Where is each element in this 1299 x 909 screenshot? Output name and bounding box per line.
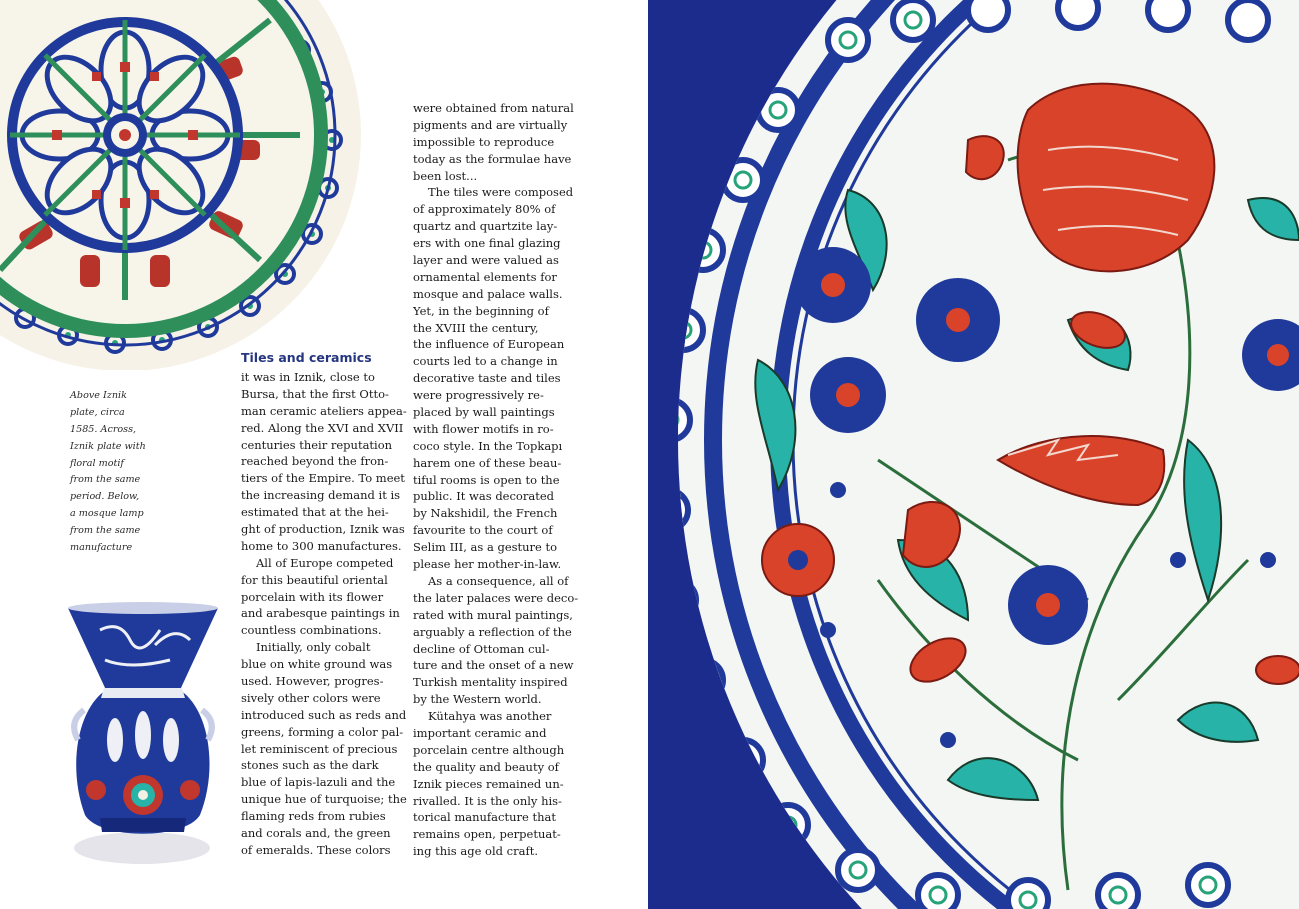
text-line: blue on white ground was <box>241 657 393 672</box>
caption-line: 1585. Across, <box>70 423 137 435</box>
text-line: reached beyond the fron- <box>241 454 389 469</box>
caption-line: manufacture <box>70 542 133 554</box>
caption-line: plate, circa <box>70 406 125 418</box>
caption-line: a mosque lamp <box>70 508 144 520</box>
text-line: the later palaces were deco- <box>413 590 579 605</box>
caption-line: floral motif <box>70 457 124 469</box>
text-line: arguably a reflection of the <box>413 624 572 639</box>
image-caption <box>70 390 156 559</box>
text-line: favourite to the court of <box>413 523 553 538</box>
text-line: Initially, only cobalt <box>256 640 371 655</box>
text-line: home to 300 manufactures. <box>241 538 402 553</box>
text-line: Iznik pieces remained un- <box>413 776 564 791</box>
text-line: by the Western world. <box>413 692 542 707</box>
text-line: porcelain centre although <box>413 742 565 757</box>
text-line: Selim III, as a gesture to <box>413 540 558 555</box>
text-line: rated with mural paintings, <box>413 607 573 622</box>
text-line: and arabesque paintings in <box>241 606 400 621</box>
text-line: decline of Ottoman cul- <box>413 641 550 656</box>
text-line: been lost... <box>413 168 478 183</box>
text-line: of emeralds. These colors <box>241 842 391 857</box>
text-line: public. It was decorated <box>413 489 554 504</box>
text-line: Kütahya was another <box>428 709 552 724</box>
text-line: by Nakshidil, the French <box>413 506 558 521</box>
text-line: with flower motifs in ro- <box>413 421 554 436</box>
text-line: porcelain with its flower <box>241 589 384 604</box>
text-line: greens, forming a color pal- <box>241 724 404 739</box>
text-line: tiers of the Empire. To meet <box>241 471 405 486</box>
text-line: Turkish mentality inspired <box>413 675 568 690</box>
text-line: coco style. In the Topkapı <box>413 438 563 453</box>
text-line: today as the formulae have <box>413 151 572 166</box>
text-line: used. However, progres- <box>241 674 384 689</box>
text-line: the quality and beauty of <box>413 759 559 774</box>
text-line: countless combinations. <box>241 623 382 638</box>
text-line: harem one of these beau- <box>413 455 562 470</box>
caption-line: from the same <box>70 525 141 537</box>
text-line: ture and the onset of a new <box>413 658 574 673</box>
text-line: impossible to reproduce <box>413 134 555 149</box>
text-line: estimated that at the hei- <box>241 505 389 520</box>
text-line: tiful rooms is open to the <box>413 472 560 487</box>
text-line: ers with one final glazing <box>413 236 561 251</box>
text-line: the increasing demand it is <box>241 488 401 503</box>
text-line: flaming reds from rubies <box>241 809 386 824</box>
text-line: centuries their reputation <box>241 437 393 452</box>
mosque-lamp-image <box>60 600 225 870</box>
right-page <box>648 0 1299 909</box>
caption-line: Iznik plate with <box>70 440 146 452</box>
text-line: ornamental elements for <box>413 269 557 284</box>
text-line: The tiles were composed <box>428 185 574 200</box>
caption-line: period. Below, <box>70 491 140 503</box>
text-line: were progressively re- <box>413 388 544 403</box>
text-line: introduced such as reds and <box>241 707 407 722</box>
text-line: courts led to a change in <box>413 354 558 369</box>
text-line: layer and were valued as <box>413 253 559 268</box>
text-line: torical manufacture that <box>413 810 556 825</box>
iznik-plate-image <box>0 0 370 370</box>
text-line: mosque and palace walls. <box>413 286 563 301</box>
text-line: important ceramic and <box>413 725 547 740</box>
text-line: ght of production, Iznik was <box>241 522 405 537</box>
text-line: man ceramic ateliers appea- <box>241 403 407 418</box>
text-column-2 <box>413 100 579 860</box>
floral-plate-image <box>648 0 1299 909</box>
text-line: and corals and, the green <box>241 826 391 841</box>
text-line: As a consequence, all of <box>428 573 569 588</box>
section-heading: Tiles and ceramics <box>241 350 372 365</box>
text-line: red. Along the XVI and XVII <box>241 420 404 435</box>
text-line: let reminiscent of precious <box>241 741 398 756</box>
text-line: ing this age old craft. <box>413 844 538 859</box>
text-line: it was in Iznik, close to <box>241 370 375 384</box>
text-line: placed by wall paintings <box>413 405 555 420</box>
left-page <box>0 0 648 909</box>
text-line: Bursa, that the first Otto- <box>241 386 389 401</box>
text-line: unique hue of turquoise; the <box>241 792 407 807</box>
text-line: stones such as the dark <box>241 758 379 773</box>
text-line: Yet, in the beginning of <box>413 303 549 318</box>
text-line: rivalled. It is the only his- <box>413 793 562 808</box>
text-line: the XVIII the century, <box>413 320 539 335</box>
text-line: quartz and quartzite lay- <box>413 219 558 234</box>
text-line: decorative taste and tiles <box>413 371 561 386</box>
text-line: for this beautiful oriental <box>241 572 388 587</box>
text-line: sively other colors were <box>241 690 381 705</box>
text-line: All of Europe competed <box>256 555 394 570</box>
text-line: pigments and are virtually <box>413 117 568 132</box>
text-line: remains open, perpetuat- <box>413 827 561 842</box>
text-line: blue of lapis-lazuli and the <box>241 775 396 790</box>
caption-line: Above Iznik <box>70 390 127 401</box>
caption-line: from the same <box>70 474 141 486</box>
text-line: please her mother-in-law. <box>413 557 562 572</box>
text-line: the influence of European <box>413 337 565 352</box>
text-line: of approximately 80% of <box>413 202 556 217</box>
text-column-1 <box>241 369 407 859</box>
text-line: were obtained from natural <box>413 101 574 115</box>
